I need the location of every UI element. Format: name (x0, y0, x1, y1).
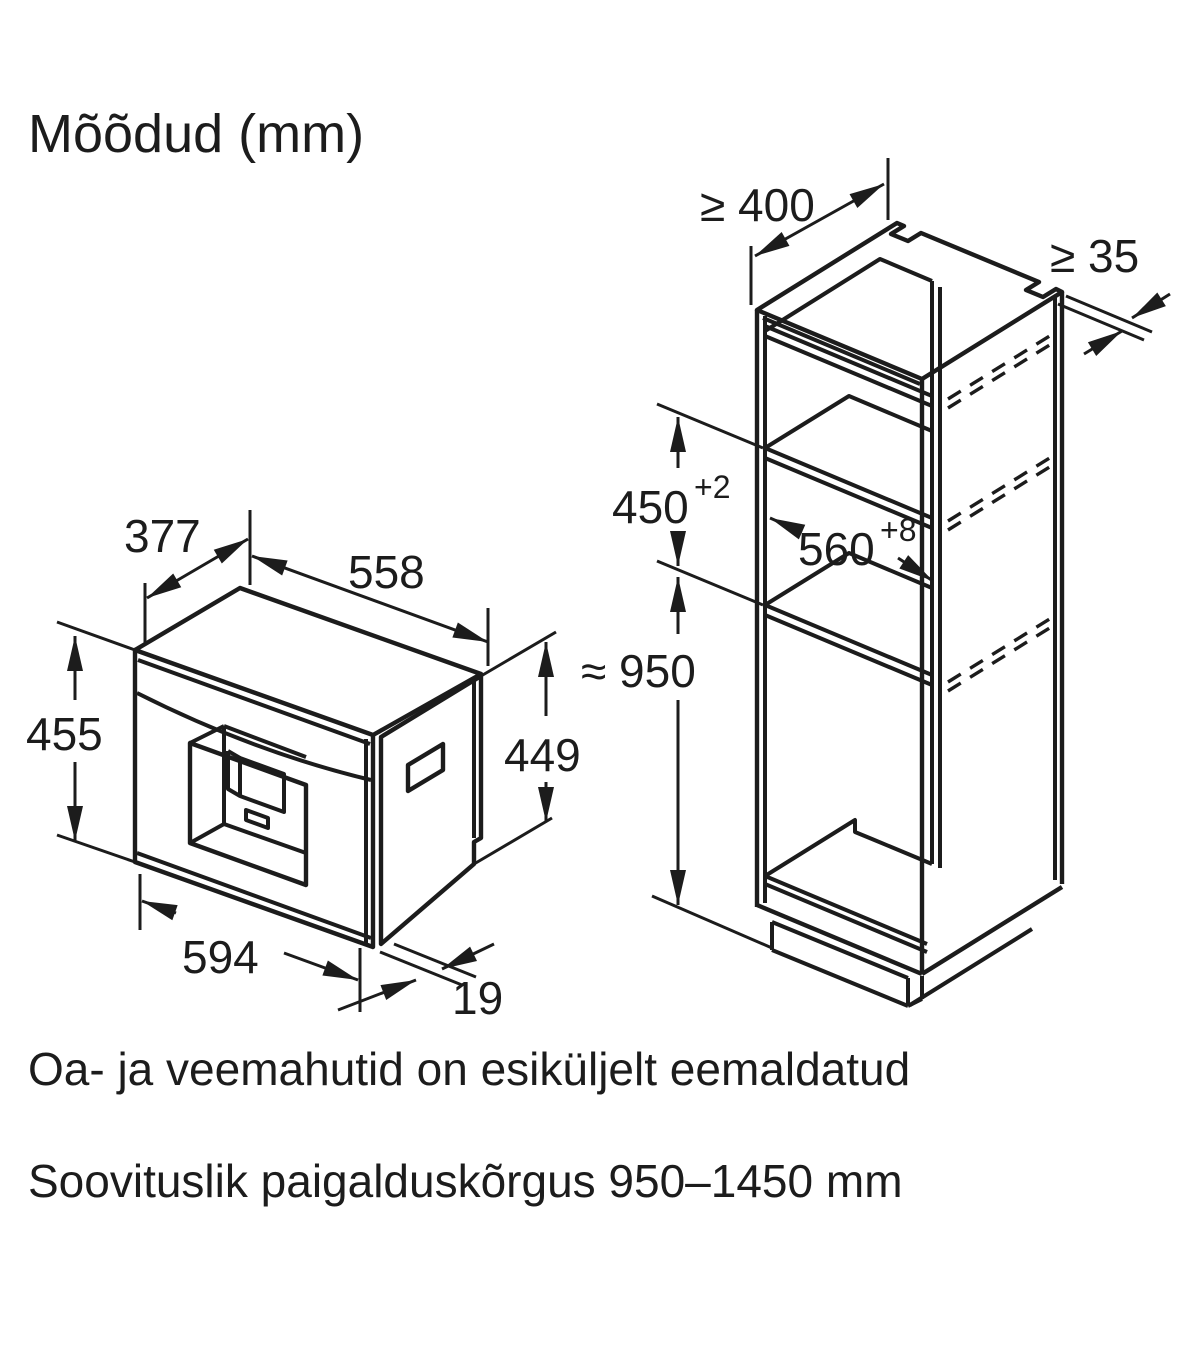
dim-label-450-tolerance: +2 (694, 469, 731, 505)
hidden-edge-dashed (948, 624, 1056, 691)
dim-label-558: 558 (348, 546, 425, 598)
dim-label-560-tolerance: +8 (880, 512, 917, 548)
dim-label-950: ≈ 950 (581, 645, 696, 697)
appliance-door-top-inner-edge (138, 660, 370, 744)
appliance-door-outline (135, 650, 373, 947)
extension-line (657, 561, 763, 605)
extension-line (474, 818, 552, 864)
cabinet-shelf-top-surface (765, 396, 932, 448)
extension-line (57, 835, 135, 862)
hidden-edge-dashed (948, 332, 1056, 399)
cabinet-bottom-side-edge (922, 887, 1062, 974)
extension-line (652, 896, 772, 948)
appliance-side-panel (381, 676, 481, 944)
page-title: Mõõdud (mm) (28, 104, 365, 164)
cabinet-shelf-front-edge (765, 615, 932, 685)
appliance-niche-depth-edge (190, 824, 224, 843)
extension-line (57, 622, 135, 650)
hidden-edge-dashed (948, 463, 1056, 530)
dimension-line-35-lower (1084, 331, 1122, 354)
dimension-line-19-down (442, 944, 494, 969)
dimension-line-35-upper (1132, 294, 1170, 318)
hidden-edge-dashed (948, 615, 1056, 682)
cabinet-opening-top-edge (765, 326, 932, 396)
appliance-drawing (26, 510, 581, 1024)
dim-label-455: 455 (26, 708, 103, 760)
dim-label-35: ≥ 35 (1050, 230, 1140, 282)
cabinet-shelf-front-edge (765, 605, 932, 675)
dim-label-594: 594 (182, 931, 259, 983)
coffee-spout (240, 758, 284, 812)
extension-line (380, 952, 462, 985)
dim-label-450: 450 (612, 481, 689, 533)
dimension-line-594-left (142, 901, 176, 913)
cabinet-plinth-side-edge (910, 929, 1032, 1005)
cabinet-top-front-inner-edge (763, 318, 920, 384)
dim-label-19: 19 (452, 972, 504, 1024)
dim-label-377: 377 (124, 510, 201, 562)
extension-line (657, 404, 763, 448)
cabinet-shelf-front-edge (765, 448, 932, 518)
hidden-edge-dashed (948, 454, 1056, 521)
dim-label-449: 449 (504, 729, 581, 781)
coffee-spout-nozzle (246, 810, 268, 828)
cabinet-ceiling-depth-edge (765, 259, 932, 331)
dimension-line-19-up (338, 980, 416, 1010)
dimension-line-594-right (284, 953, 358, 980)
appliance-niche-depth-edge (190, 726, 224, 743)
cabinet-floor-front-edge (765, 876, 927, 944)
note-containers-removed: Oa- ja veemahutid on esiküljelt eemaldatud (28, 1043, 911, 1095)
dim-label-400: ≥ 400 (700, 179, 815, 231)
cabinet-drawing (581, 158, 1170, 1006)
cabinet-floor-surface (765, 820, 932, 876)
dim-label-560: 560 (798, 523, 875, 575)
note-installation-height: Soovituslik paigalduskõrgus 950–1450 mm (28, 1155, 903, 1207)
appliance-niche-back-edge (224, 726, 306, 757)
appliance-handle-cutout (408, 744, 443, 791)
